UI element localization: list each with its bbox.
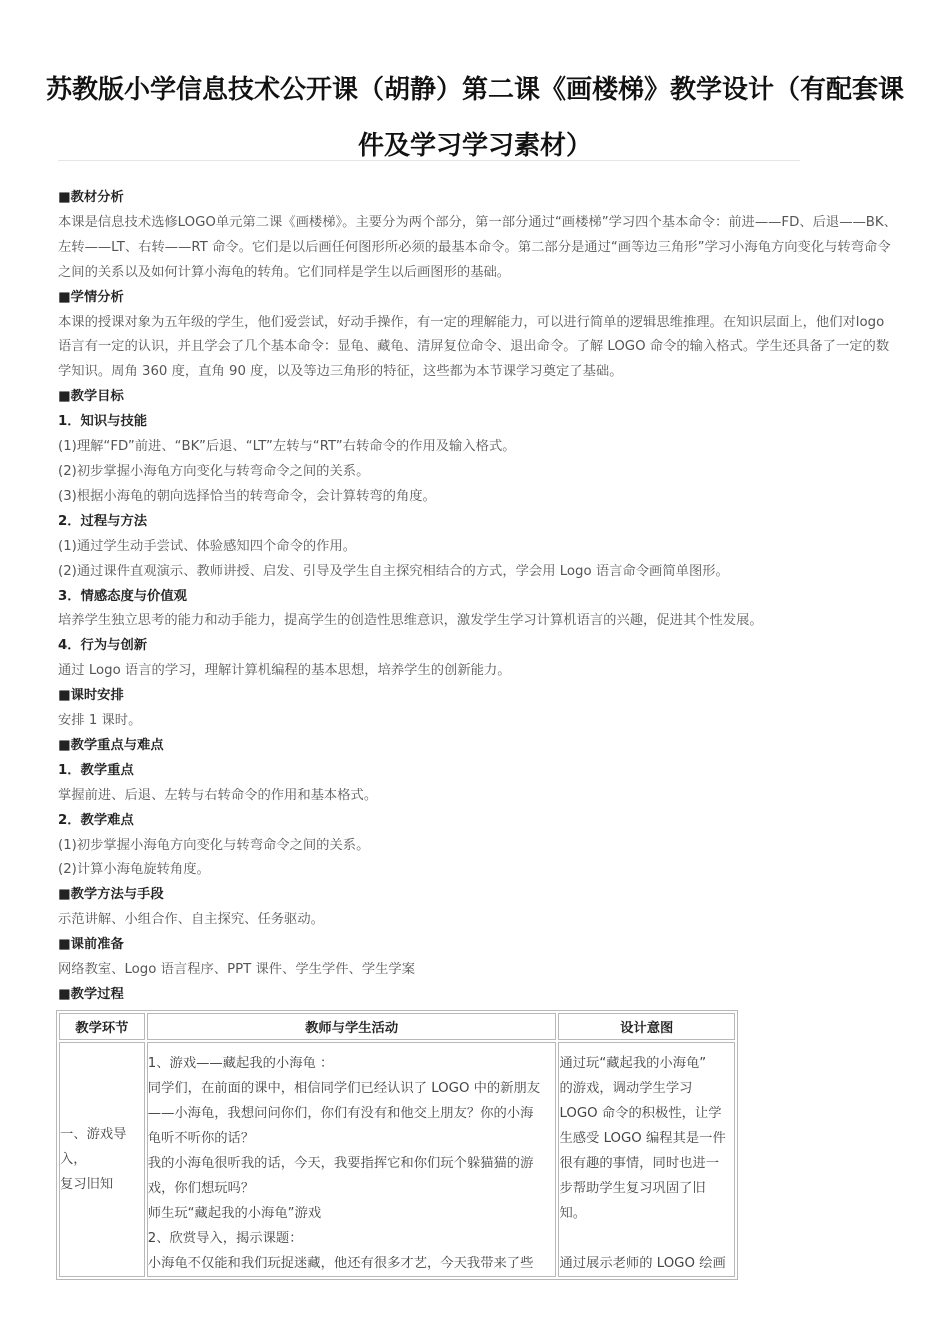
goal-subheading-process: 2．过程与方法 <box>58 513 148 529</box>
difficulty-item: (1)初步掌握小海龟方向变化与转弯命令之间的关系。 <box>58 837 370 853</box>
stage-line: 复习旧知 <box>60 1177 114 1192</box>
table-header-row <box>59 1013 735 1040</box>
goal-subheading-attitude: 3．情感态度与价值观 <box>58 588 187 604</box>
schedule-text: 安排 1 课时。 <box>58 713 142 729</box>
goal-item: (3)根据小海龟的朝向选择恰当的转弯命令，会计算转弯的角度。 <box>58 488 436 504</box>
activity-line: 师生玩“藏起我的小海龟”游戏 <box>147 1206 322 1221</box>
intent-line: LOGO 命令的积极性，让学 <box>559 1106 722 1121</box>
section-heading-methods: ■教学方法与手段 <box>58 887 164 903</box>
section-heading-prep: ■课前准备 <box>58 937 124 953</box>
keypoints-subheading-focus: 1．教学重点 <box>58 762 134 778</box>
section-heading-process: ■教学过程 <box>58 987 124 1002</box>
difficulty-item: (2)计算小海龟旋转角度。 <box>58 862 210 878</box>
goal-item: (1)通过学生动手尝试、体验感知四个命令的作用。 <box>58 538 357 554</box>
intent-line: 通过展示老师的 LOGO 绘画 <box>559 1256 726 1271</box>
document-body <box>58 186 900 1008</box>
intent-line: 的游戏，调动学生学习 <box>559 1081 693 1096</box>
keypoints-focus-text: 掌握前进、后退、左转与右转命令的作用和基本格式。 <box>58 787 378 803</box>
section-heading-learners: ■学情分析 <box>58 289 124 305</box>
title-divider <box>58 160 800 161</box>
activity-line: 1、游戏——藏起我的小海龟 ： <box>147 1056 334 1071</box>
methods-text: 示范讲解、小组合作、自主探究、任务驱动。 <box>58 912 324 928</box>
analysis-text: 本课是信息技术选修LOGO单元第二课《画楼梯》。主要分为两个部分，第一部分通过“画楼梯”学习四个基本命令：前进——FD、后退——BK、左转——LT、右转——RT 命令。它们是以后画任何图形所必须的最基本命令。第二部分是通过“画等边三角形”学习小海龟方向变化与转弯命令之间的关系以及如何计算小海龟的转角。它们同样是学生以后画图形的基础。 <box>58 214 897 280</box>
document-title: 苏教版小学信息技术公开课（胡静）第二课《画楼梯》教学设计（有配套课件及学习学习素材） <box>45 75 904 161</box>
stage-cell <box>59 1042 145 1277</box>
goal-item: (2)初步掌握小海龟方向变化与转弯命令之间的关系。 <box>58 463 370 479</box>
activity-line: ——小海龟，我想问问你们，你们有没有和他交上朋友？你的小海 <box>147 1106 534 1121</box>
activity-line: 我的小海龟很听我的话，今天，我要指挥它和你们玩个躲猫猫的游 <box>147 1156 534 1171</box>
learners-text: 本课的授课对象为五年级的学生，他们爱尝试，好动手操作，有一定的理解能力，可以进行简单的逻辑思维推理。在知识层面上，他们对logo 语言有一定的认识，并且学会了几个基本命令：显龟、藏龟、清屏复位命令、退出命令。了解 LOGO 命令的输入格式。学生还具备了一定的数学知识。周角 360 度，直角 90 度，以及等边三角形的特征，这些都为本节课学习奠定了基础。 <box>58 314 890 380</box>
activity-line: 小海龟不仅能和我们玩捉迷藏，他还有很多才艺，今天我带来了些 <box>147 1256 534 1271</box>
keypoints-subheading-difficulty: 2．教学难点 <box>58 812 134 828</box>
goal-item: (1)理解“FD”前进、“BK”后退、“LT”左转与“RT”右转命令的作用及输入格式。 <box>58 439 516 455</box>
section-heading-keypoints: ■教学重点与难点 <box>58 737 164 753</box>
goal-item: (2)通过课件直观演示、教师讲授、启发、引导及学生自主探究相结合的方式，学会用 Logo 语言命令画简单图形。 <box>58 563 729 579</box>
activity-line: 戏，你们想玩吗？ <box>147 1181 255 1196</box>
intent-cell <box>558 1042 735 1277</box>
activity-line: 龟听不听你的话？ <box>147 1131 255 1146</box>
intent-line: 生感受 LOGO 编程其是一件 <box>559 1131 726 1146</box>
intent-line: 知。 <box>559 1206 587 1221</box>
activity-line: 同学们，在前面的课中，相信同学们已经认识了 LOGO 中的新朋友 <box>147 1081 541 1096</box>
teaching-process-table <box>56 1010 738 1280</box>
intent-line <box>559 1226 734 1251</box>
goal-subheading-knowledge: 1．知识与技能 <box>58 414 148 430</box>
intent-line: 步帮助学生复习巩固了旧 <box>559 1181 706 1196</box>
activity-line: 2、欣赏导入，揭示课题： <box>147 1231 303 1246</box>
table-header-intent: 设计意图 <box>558 1013 735 1040</box>
section-heading-goals: ■教学目标 <box>58 389 124 405</box>
goal-attitude-text: 培养学生独立思考的能力和动手能力，提高学生的创造性思维意识，激发学生学习计算机语言的兴趣，促进其个性发展。 <box>58 613 763 629</box>
activity-cell <box>147 1042 557 1277</box>
section-heading-analysis: ■教材分析 <box>58 190 124 205</box>
intent-line: 很有趣的事情，同时也进一 <box>559 1156 720 1171</box>
goal-subheading-innovation: 4．行为与创新 <box>58 638 148 654</box>
goal-innovation-text: 通过 Logo 语言的学习，理解计算机编程的基本思想，培养学生的创新能力。 <box>58 663 511 679</box>
section-heading-schedule: ■课时安排 <box>58 688 124 704</box>
stage-line: 一、游戏导入， <box>60 1127 127 1167</box>
intent-line: 通过玩“藏起我的小海龟” <box>559 1056 707 1071</box>
prep-text: 网络教室、Logo 语言程序、PPT 课件、学生学件、学生学案 <box>58 962 416 978</box>
table-header-activity: 教师与学生活动 <box>147 1013 557 1040</box>
table-header-stage: 教学环节 <box>59 1013 145 1040</box>
table-row <box>59 1042 735 1277</box>
